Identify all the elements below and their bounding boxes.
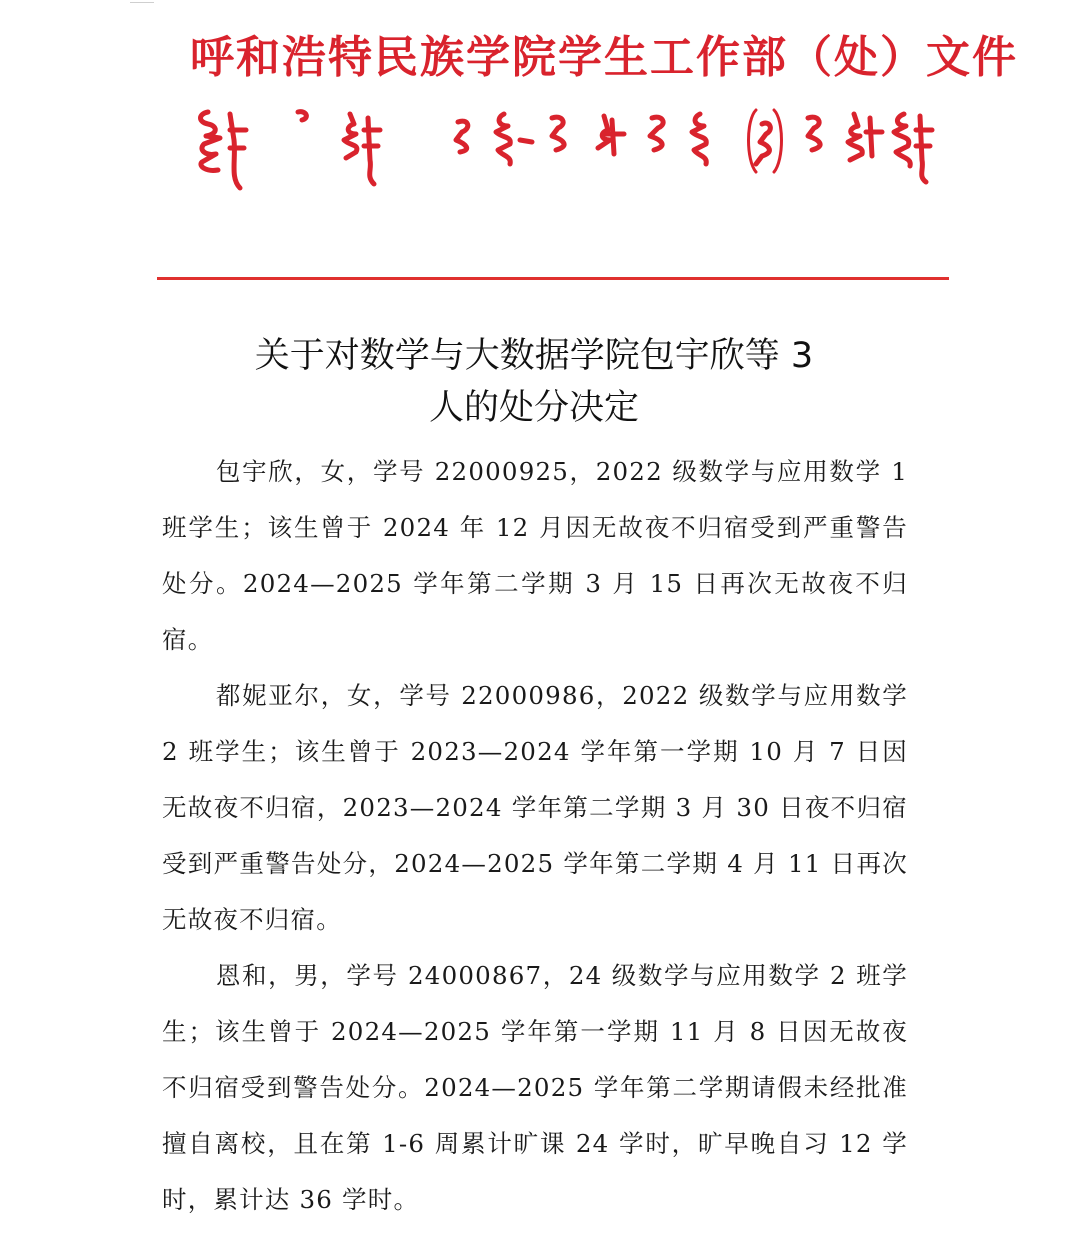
document-body xyxy=(162,444,908,1228)
page-corner-mark xyxy=(130,2,154,3)
mongol-word-2 xyxy=(298,112,306,120)
body-paragraph-1: 包宇欣，女，学号 22000925，2022 级数学与应用数学 1 班学生；该生曾于 2024 年 12 月因无故夜不归宿受到严重警告处分。2024—2025 学年第二学期 3 月 15 日再次无故夜不归宿。 xyxy=(162,457,908,654)
mongol-word-3 xyxy=(344,114,380,184)
mongol-word-6 xyxy=(552,117,564,150)
document-title xyxy=(160,330,908,434)
mongol-word-11 xyxy=(808,117,820,150)
mongolian-script-title-icon xyxy=(190,100,950,195)
mongol-word-7 xyxy=(598,116,624,154)
mongol-word-12 xyxy=(848,114,882,160)
mongol-word-13 xyxy=(894,114,932,182)
org-header-title: 呼和浩特民族学院学生工作部（处）文件 xyxy=(190,32,1018,83)
header-divider-rule xyxy=(157,277,949,280)
document-title-line-1: 关于对数学与大数据学院包宇欣等 3 xyxy=(254,336,814,376)
mongol-word-8 xyxy=(650,117,663,150)
body-paragraph-3: 恩和，男，学号 24000867，24 级数学与应用数学 2 班学生；该生曾于 2024—2025 学年第一学期 11 月 8 日因无故夜不归宿受到警告处分。2024—2025 学年第二学期请假未经批准擅自离校，且在第 1-6 周累计旷课 24 学时，旷早晚自习 12 学时，累计达 36 学时。 xyxy=(162,961,908,1214)
mongol-word-9 xyxy=(692,114,706,164)
mongol-word-1 xyxy=(201,112,247,188)
mongol-word-5 xyxy=(496,114,532,164)
mongol-word-10 xyxy=(749,110,782,172)
document-title-line-2: 人的处分决定 xyxy=(428,388,639,428)
body-paragraph-2: 都妮亚尔，女，学号 22000986，2022 级数学与应用数学 2 班学生；该生曾于 2023—2024 学年第一学期 10 月 7 日因无故夜不归宿，2023—2024 学年第二学期 3 月 30 日夜不归宿受到严重警告处分，2024—2025 学年第二学期 4 月 11 日再次无故夜不归宿。 xyxy=(162,681,908,934)
mongol-word-4 xyxy=(456,121,468,152)
